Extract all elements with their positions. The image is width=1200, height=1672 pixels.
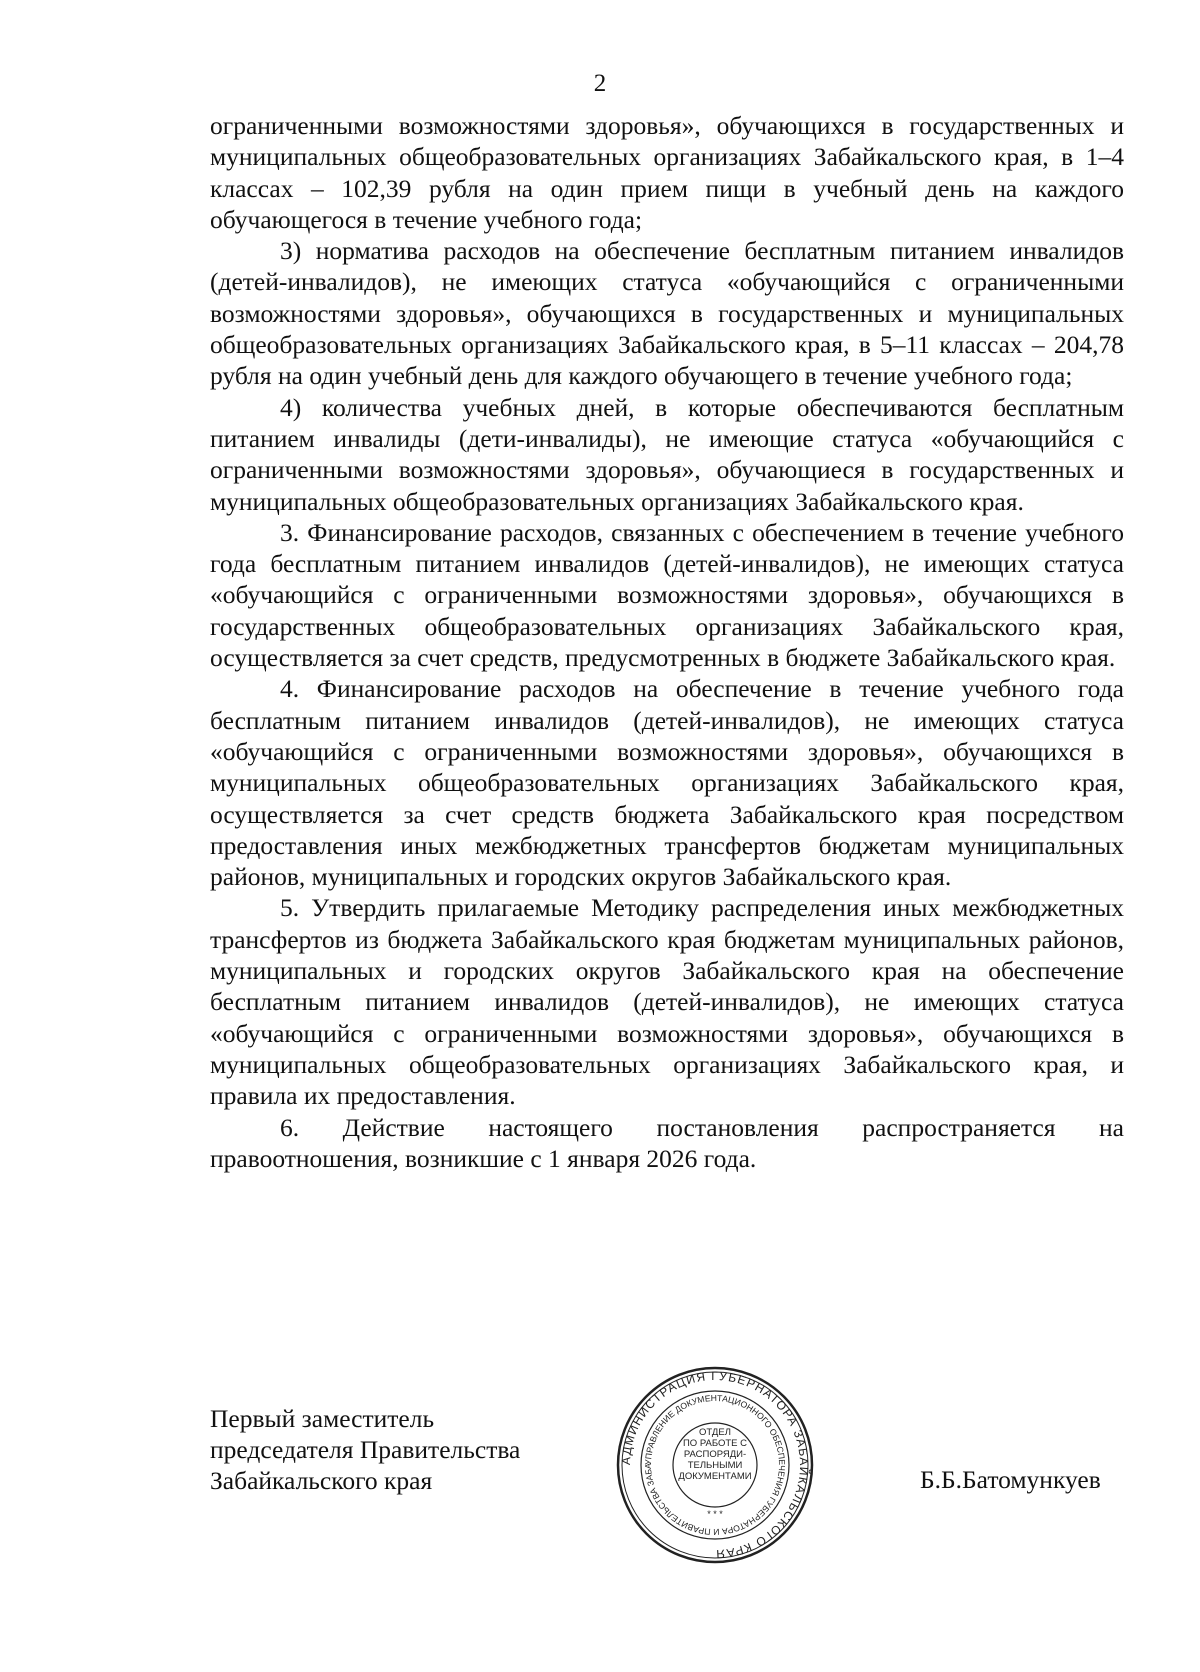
paragraph-item-4: 4) количества учебных дней, в которые обеспечиваются бесплатным питанием инвалиды (дети-инвалиды), не имеющие статуса «обучающийся с ограниченными возможностями здоровья», обучающиеся в государственных и муниципальных общеобразовательных организациях Забайкальского края. [210,392,1124,516]
stamp-center-line: ОТДЕЛ [699,1427,731,1438]
page-number: 2 [593,70,607,97]
paragraph-clause-3: 3. Финансирование расходов, связанных с обеспечением в течение учебного года бесплатным питанием инвалидов (детей-инвалидов), не имеющих статуса «обучающийся с ограниченными возможностями здоровья», обучающихся в государственных общеобразовательных организациях Забайкальского края, осуществляется за счет средств, предусмотренных в бюджете Забайкальского края. [210,517,1124,673]
signer-name: Б.Б.Батомункуев [920,1465,1101,1494]
signer-position-line: председателя Правительства [210,1435,521,1464]
paragraph-item-3: 3) норматива расходов на обеспечение бесплатным питанием инвалидов (детей-инвалидов), не имеющих статуса «обучающийся с ограниченными возможностями здоровья», обучающихся в государственных и муниципальных общеобразовательных организациях Забайкальского края, в 5–11 классах – 204,78 рубля на один учебный день для каждого обучающего в течение учебного года; [210,236,1124,391]
stamp-center-line: ДОКУМЕНТАМИ [678,1471,752,1482]
stamp-stars: * * * [707,1509,723,1519]
paragraph-clause-4: 4. Финансирование расходов на обеспечение в течение учебного года бесплатным питанием инвалидов (детей-инвалидов), не имеющих статуса «обучающийся с ограниченными возможностями здоровья», обучающихся в муниципальных общеобразовательных организациях Забайкальского края, осуществляется за счет средств бюджета Забайкальского края посредством предоставления иных межбюджетных трансфертов бюджетам муниципальных районов, муниципальных и городских округов Забайкальского края. [210,674,1124,892]
stamp-middle-text: УПРАВЛЕНИЕ ДОКУМЕНТАЦИОННОГО ОБЕСПЕЧЕНИЯ ГУБЕРНАТОРА И ПРАВИТЕЛЬСТВА ЗАБА [642,1392,788,1538]
signer-position-line: Забайкальского края [210,1466,433,1495]
signer-position [210,1403,520,1496]
signer-position-line: Первый заместитель [210,1404,435,1433]
official-stamp [615,1365,815,1565]
paragraph-clause-6: 6. Действие настоящего постановления распространяется на правоотношения, возникшие с 1 января 2026 года. [210,1112,1124,1173]
paragraph-clause-5: 5. Утвердить прилагаемые Методику распределения иных межбюджетных трансфертов из бюджета Забайкальского края бюджетам муниципальных районов, муниципальных и городских округов Забайкальского края на обеспечение бесплатным питанием инвалидов (детей-инвалидов), не имеющих статуса «обучающийся с ограниченными возможностями здоровья», обучающихся в муниципальных общеобразовательных организациях Забайкальского края, и правила их предоставления. [210,893,1124,1111]
paragraph-continuation: ограниченными возможностями здоровья», обучающихся в государственных и муниципальных общеобразовательных организациях Забайкальского края, в 1–4 классах – 102,39 рубля на один прием пищи в учебный день на каждого обучающегося в течение учебного года; [210,111,1124,234]
stamp-center-line: ПО РАБОТЕ С [682,1438,748,1449]
stamp-outer-text: АДМИНИСТРАЦИЯ ГУБЕРНАТОРА ЗАБАЙКАЛЬСКОГО КРАЯ [618,1368,812,1562]
stamp-center-line: ТЕЛЬНЫМИ [687,1460,743,1471]
stamp-center-text [676,1427,754,1482]
document-body [210,110,1124,1174]
stamp-center-line: РАСПОРЯДИ- [683,1449,747,1460]
